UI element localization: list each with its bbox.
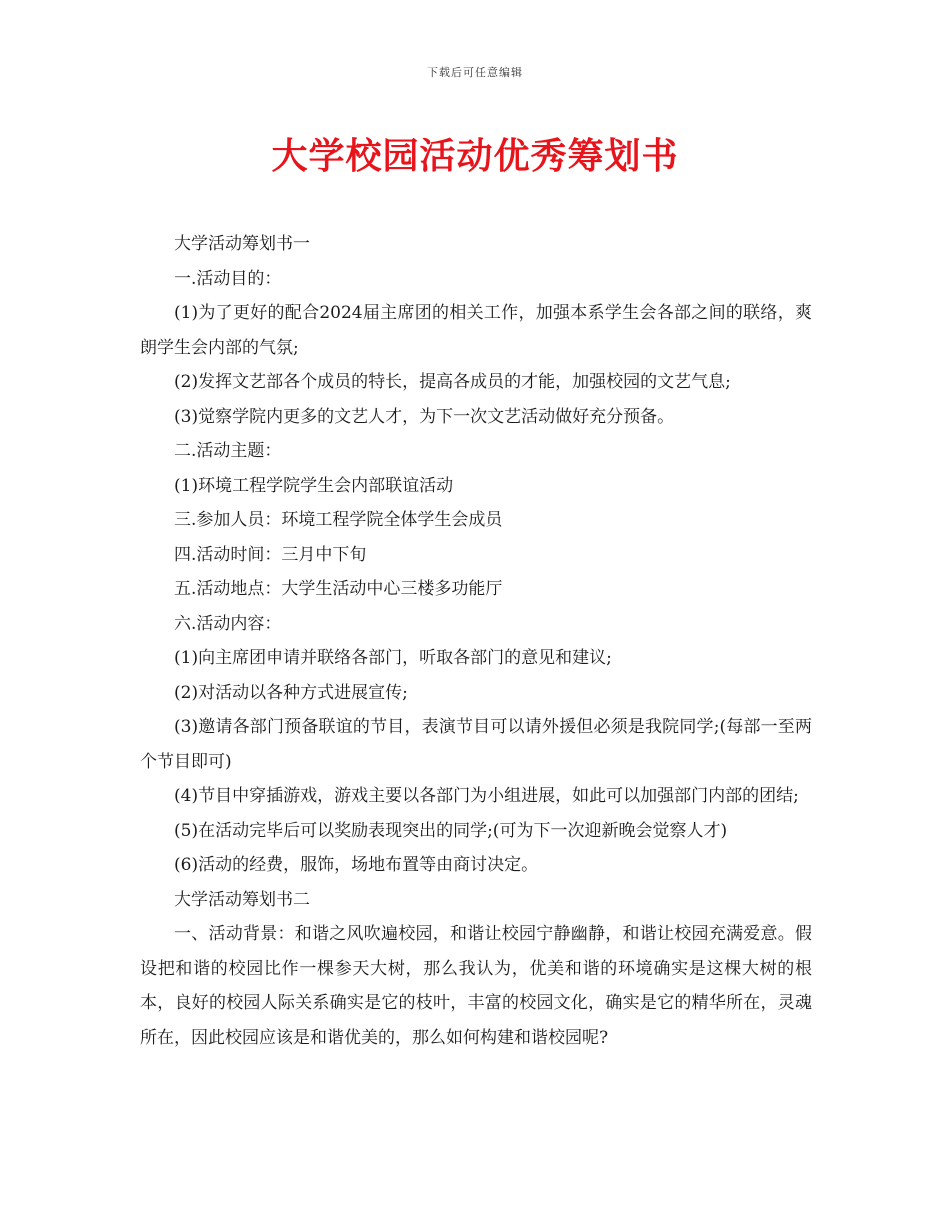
paragraph: 一.活动目的：: [174, 268, 282, 289]
paragraph: (3)邀请各部门预备联谊的节目，表演节目可以请外援但必须是我院同学;(每部一至两个节目即可): [140, 717, 812, 772]
paragraph: (6)活动的经费，服饰，场地布置等由商讨决定。: [174, 855, 539, 875]
paragraph: 四.活动时间：三月中下旬: [174, 544, 367, 565]
paragraph: 三.参加人员：环境工程学院全体学生会成员: [174, 510, 503, 530]
section-heading: 大学活动筹划书一: [174, 234, 310, 254]
paragraph: (1)环境工程学院学生会内部联谊活动: [174, 475, 454, 496]
document-body: [140, 227, 812, 1055]
paragraph: (1)向主席团申请并联络各部门，听取各部门的意见和建议;: [174, 648, 612, 668]
header-note: 下载后可任意编辑: [427, 66, 523, 79]
paragraph: 五.活动地点：大学生活动中心三楼多功能厅: [174, 579, 503, 599]
document-title: 大学校园活动优秀筹划书: [271, 136, 679, 177]
paragraph: (2)对活动以各种方式进展宣传;: [174, 682, 408, 703]
paragraph: 六.活动内容：: [174, 613, 282, 634]
paragraph: (3)觉察学院内更多的文艺人才，为下一次文艺活动做好充分预备。: [174, 406, 675, 427]
paragraph: (2)发挥文艺部各个成员的特长，提高各成员的才能，加强校园的文艺气息;: [174, 372, 731, 392]
paragraph: (1)为了更好的配合2024届主席团的相关工作，加强本系学生会各部之间的联络，爽朗学生会内部的气氛;: [140, 303, 812, 358]
paragraph: 一、活动背景：和谐之风吹遍校园，和谐让校园宁静幽静，和谐让校园充满爱意。假设把和谐的校园比作一棵参天大树，那么我认为，优美和谐的环境确实是这棵大树的根本，良好的校园人际关系确实是它的枝叶，丰富的校园文化，确实是它的精华所在，灵魂所在，因此校园应该是和谐优美的，那么如何构建和谐校园呢?: [140, 924, 812, 1048]
paragraph: 二.活动主题：: [174, 441, 282, 461]
paragraph: (5)在活动完毕后可以奖励表现突出的同学;(可为下一次迎新晚会觉察人才): [174, 820, 728, 841]
section-heading: 大学活动筹划书二: [174, 889, 310, 910]
paragraph: (4)节目中穿插游戏，游戏主要以各部门为小组进展，如此可以加强部门内部的团结;: [174, 786, 799, 806]
